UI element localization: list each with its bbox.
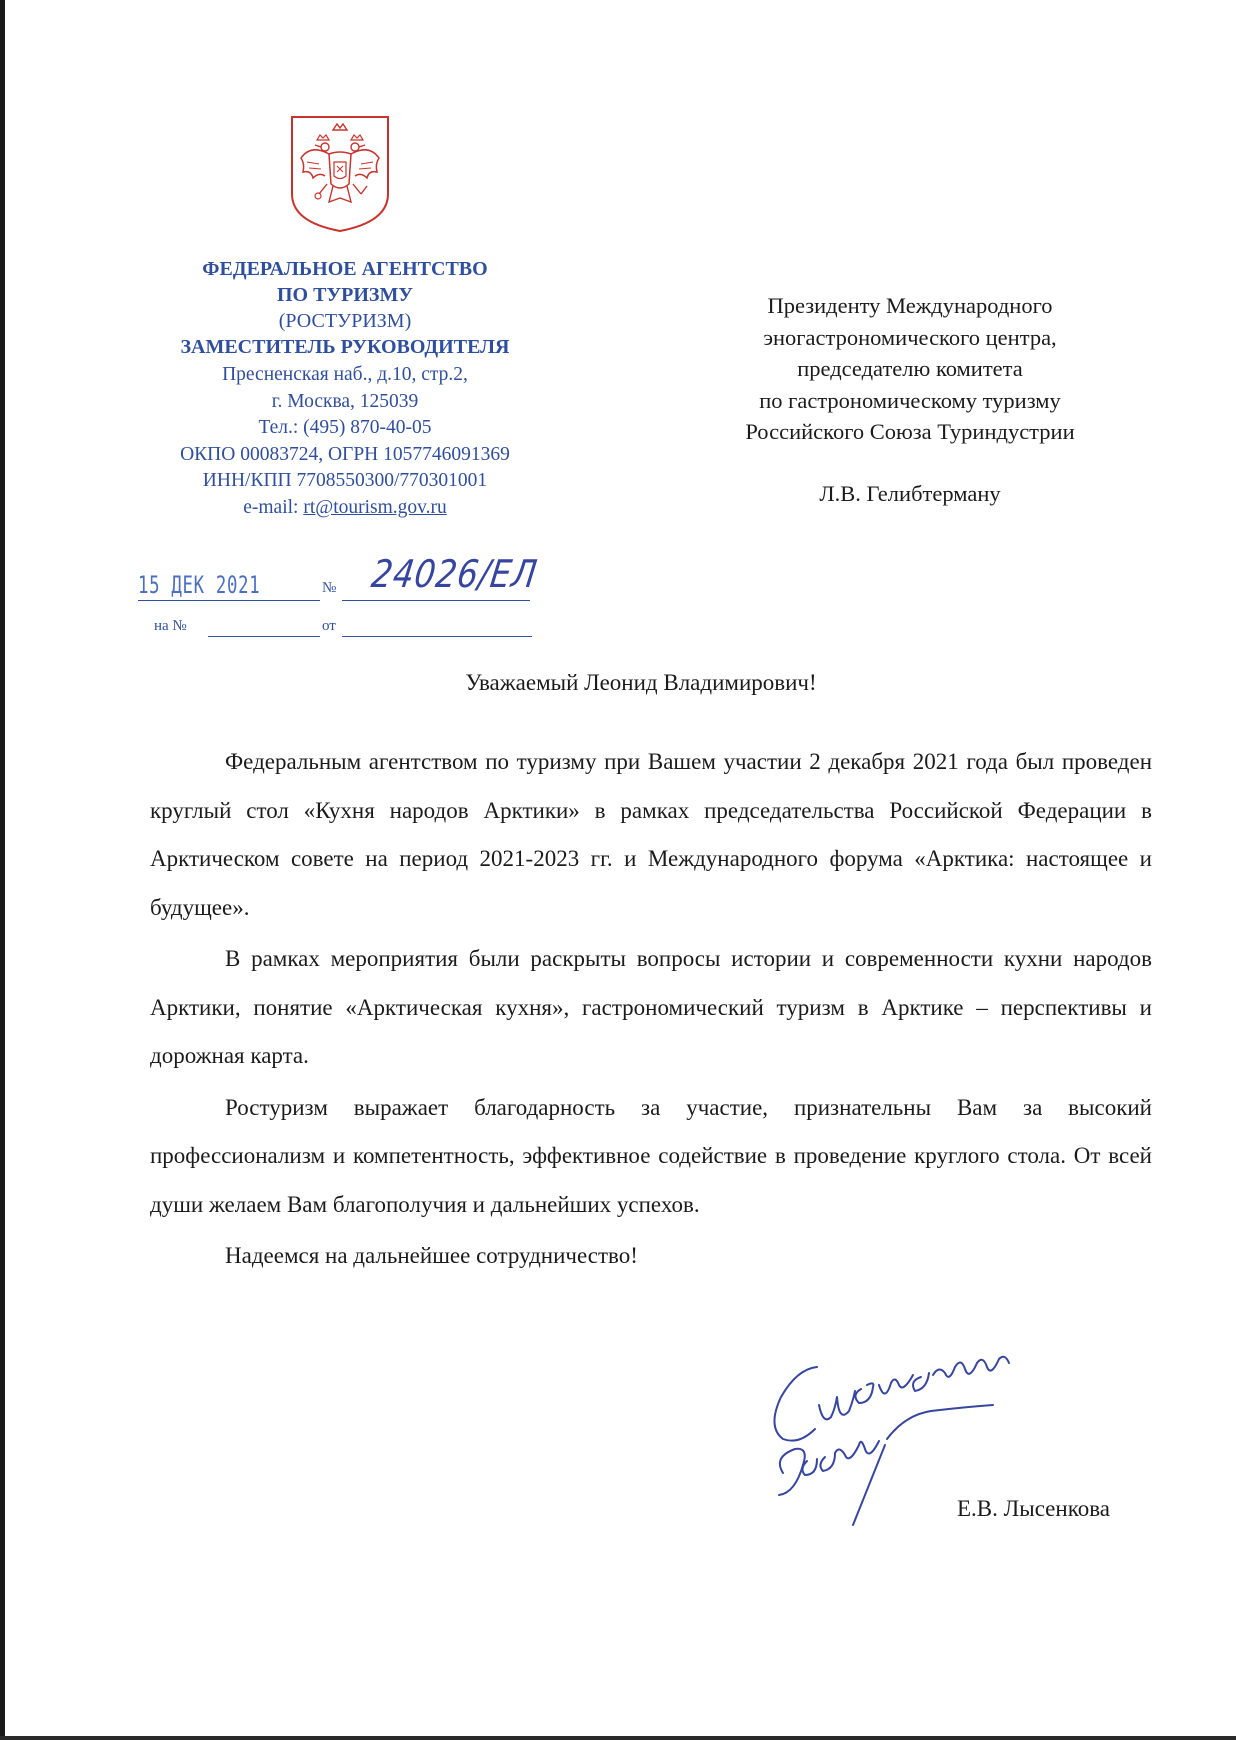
body-paragraph-2: В рамках мероприятия были раскрыты вопросы истории и современности кухни народов Арктики, понятие «Арктическая кухня», гастрономический туризм в Арктике – перспективы и дорожная карта. xyxy=(150,946,1152,1068)
agency-short-name: (РОСТУРИЗМ) xyxy=(278,310,412,332)
body-paragraph-1: Федеральным агентством по туризму при Вашем участии 2 декабря 2021 года был проведен круглый стол «Кухня народов Арктики» в рамках председательства Российской Федерации в Арктическом совете на период 2021-2023 гг. и Международного форума «Арктика: настоящее и будущее». xyxy=(150,749,1152,920)
okpo-ogrn: ОКПО 00083724, ОГРН 1057746091369 xyxy=(180,443,510,465)
coat-of-arms-emblem xyxy=(289,114,391,234)
reply-date-label: от xyxy=(322,618,336,634)
sender-role: ЗАМЕСТИТЕЛЬ РУКОВОДИТЕЛЯ xyxy=(180,336,510,358)
phone: Тел.: (495) 870-40-05 xyxy=(258,417,432,438)
reply-number-label: на № xyxy=(154,618,187,634)
reply-date-underline xyxy=(342,636,532,637)
salutation: Уважаемый Леонид Владимирович! xyxy=(465,670,817,695)
email-label: e-mail: xyxy=(243,496,304,518)
handwritten-signature xyxy=(755,1345,1075,1555)
agency-name-line2: ПО ТУРИЗМУ xyxy=(276,284,413,306)
agency-name-line1: ФЕДЕРАЛЬНОЕ АГЕНТСТВО xyxy=(202,258,488,280)
address-line1: Пресненская наб., д.10, стр.2, xyxy=(222,364,468,385)
letter-body xyxy=(150,738,1152,1284)
recipient-line4: по гастрономическому туризму xyxy=(759,387,1061,413)
scan-edge-bottom xyxy=(0,1736,1236,1740)
date-stamp: 15 ДЕК 2021 xyxy=(138,571,261,599)
date-underline xyxy=(138,600,320,601)
recipient-line2: эногастрономического центра, xyxy=(763,324,1057,350)
handwritten-reg-number: 24026/ЕЛ xyxy=(368,552,541,596)
recipient-name: Л.В. Гелибтерману xyxy=(819,480,1001,506)
inn-kpp: ИНН/КПП 7708550300/770301001 xyxy=(202,470,488,491)
number-underline xyxy=(342,600,530,601)
number-sign: № xyxy=(322,580,337,596)
reply-number-underline xyxy=(208,636,320,637)
email-link[interactable]: rt@tourism.gov.ru xyxy=(303,496,447,518)
address-line2: г. Москва, 125039 xyxy=(271,390,419,412)
signer-name: Е.В. Лысенкова xyxy=(957,1496,1110,1521)
scan-edge-left xyxy=(0,0,5,1740)
recipient-line1: Президенту Международного xyxy=(767,293,1053,318)
email-line xyxy=(130,495,560,522)
recipient-line5: Российского Союза Туриндустрии xyxy=(745,419,1075,444)
recipient-line3: председателю комитета xyxy=(797,356,1023,381)
body-paragraph-3: Ростуризм выражает благодарность за участие, признательны Вам за высокий профессионализм и компетентность, эффективное содействие в проведение круглого стола. От всей души желаем Вам благополучия и дальнейших успехов. xyxy=(150,1094,1152,1217)
recipient-block xyxy=(680,290,1140,509)
body-paragraph-4: Надеемся на дальнейшее сотрудничество! xyxy=(225,1243,638,1268)
letterhead xyxy=(130,256,560,521)
